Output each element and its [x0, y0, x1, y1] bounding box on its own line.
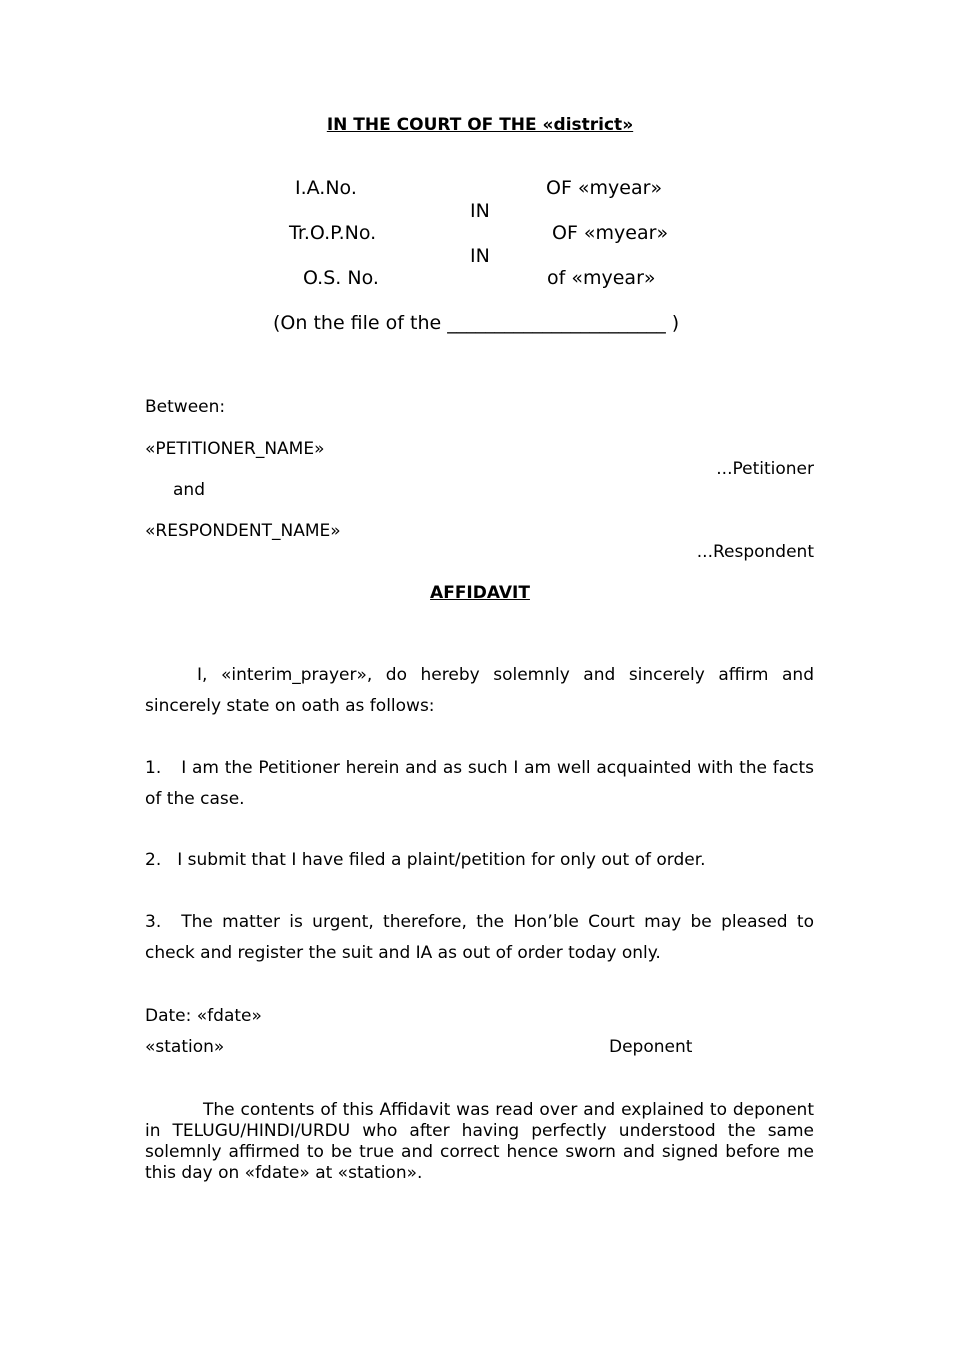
trop-label: Tr.O.P.No.: [289, 222, 377, 244]
petitioner-role: ...Petitioner: [716, 459, 814, 479]
point-1: [145, 753, 814, 815]
point-text: The matter is urgent, therefore, the Hon’ble Court may be pleased to check and register the suit and IA as out of order today only.: [145, 912, 814, 963]
file-of-line: (On the file of the _______________________ ): [273, 312, 680, 334]
and-label: and: [173, 480, 205, 500]
affidavit-intro: I, «interim_prayer», do hereby solemnly and sincerely affirm and sincerely state on oath as follows:: [145, 665, 814, 716]
in-connector-2: IN: [470, 245, 490, 267]
point-3: [145, 907, 814, 969]
point-text: I submit that I have filed a plaint/petition for only out of order.: [177, 850, 706, 870]
ia-year: OF «myear»: [546, 177, 663, 199]
court-title: IN THE COURT OF THE «district»: [326, 115, 634, 135]
station-line: «station»: [145, 1037, 225, 1057]
in-connector-1: IN: [470, 200, 490, 222]
affidavit-heading: AFFIDAVIT: [430, 583, 530, 603]
respondent-name: «RESPONDENT_NAME»: [145, 521, 341, 541]
ia-label: I.A.No.: [295, 177, 357, 199]
between-label: Between:: [145, 397, 226, 417]
date-line: Date: «fdate»: [145, 1006, 262, 1026]
point-text: I am the Petitioner herein and as such I am well acquainted with the facts of the case.: [145, 758, 814, 809]
deponent-label: Deponent: [609, 1037, 693, 1057]
trop-year: OF «myear»: [552, 222, 669, 244]
point-2: [145, 845, 814, 876]
os-label: O.S. No.: [303, 267, 379, 289]
petitioner-name: «PETITIONER_NAME»: [145, 439, 325, 459]
point-number: 1.: [145, 758, 162, 778]
os-year: of «myear»: [547, 267, 656, 289]
respondent-role: ...Respondent: [696, 542, 814, 562]
verification-text: The contents of this Affidavit was read over and explained to deponent in TELUGU/HINDI/URDU who after having perfectly understood the same solemnly affirmed to be true and correct hence sworn and signed before me this day on «fdate» at «station».: [145, 1100, 814, 1183]
point-number: 3.: [145, 912, 162, 932]
point-number: 2.: [145, 850, 162, 870]
